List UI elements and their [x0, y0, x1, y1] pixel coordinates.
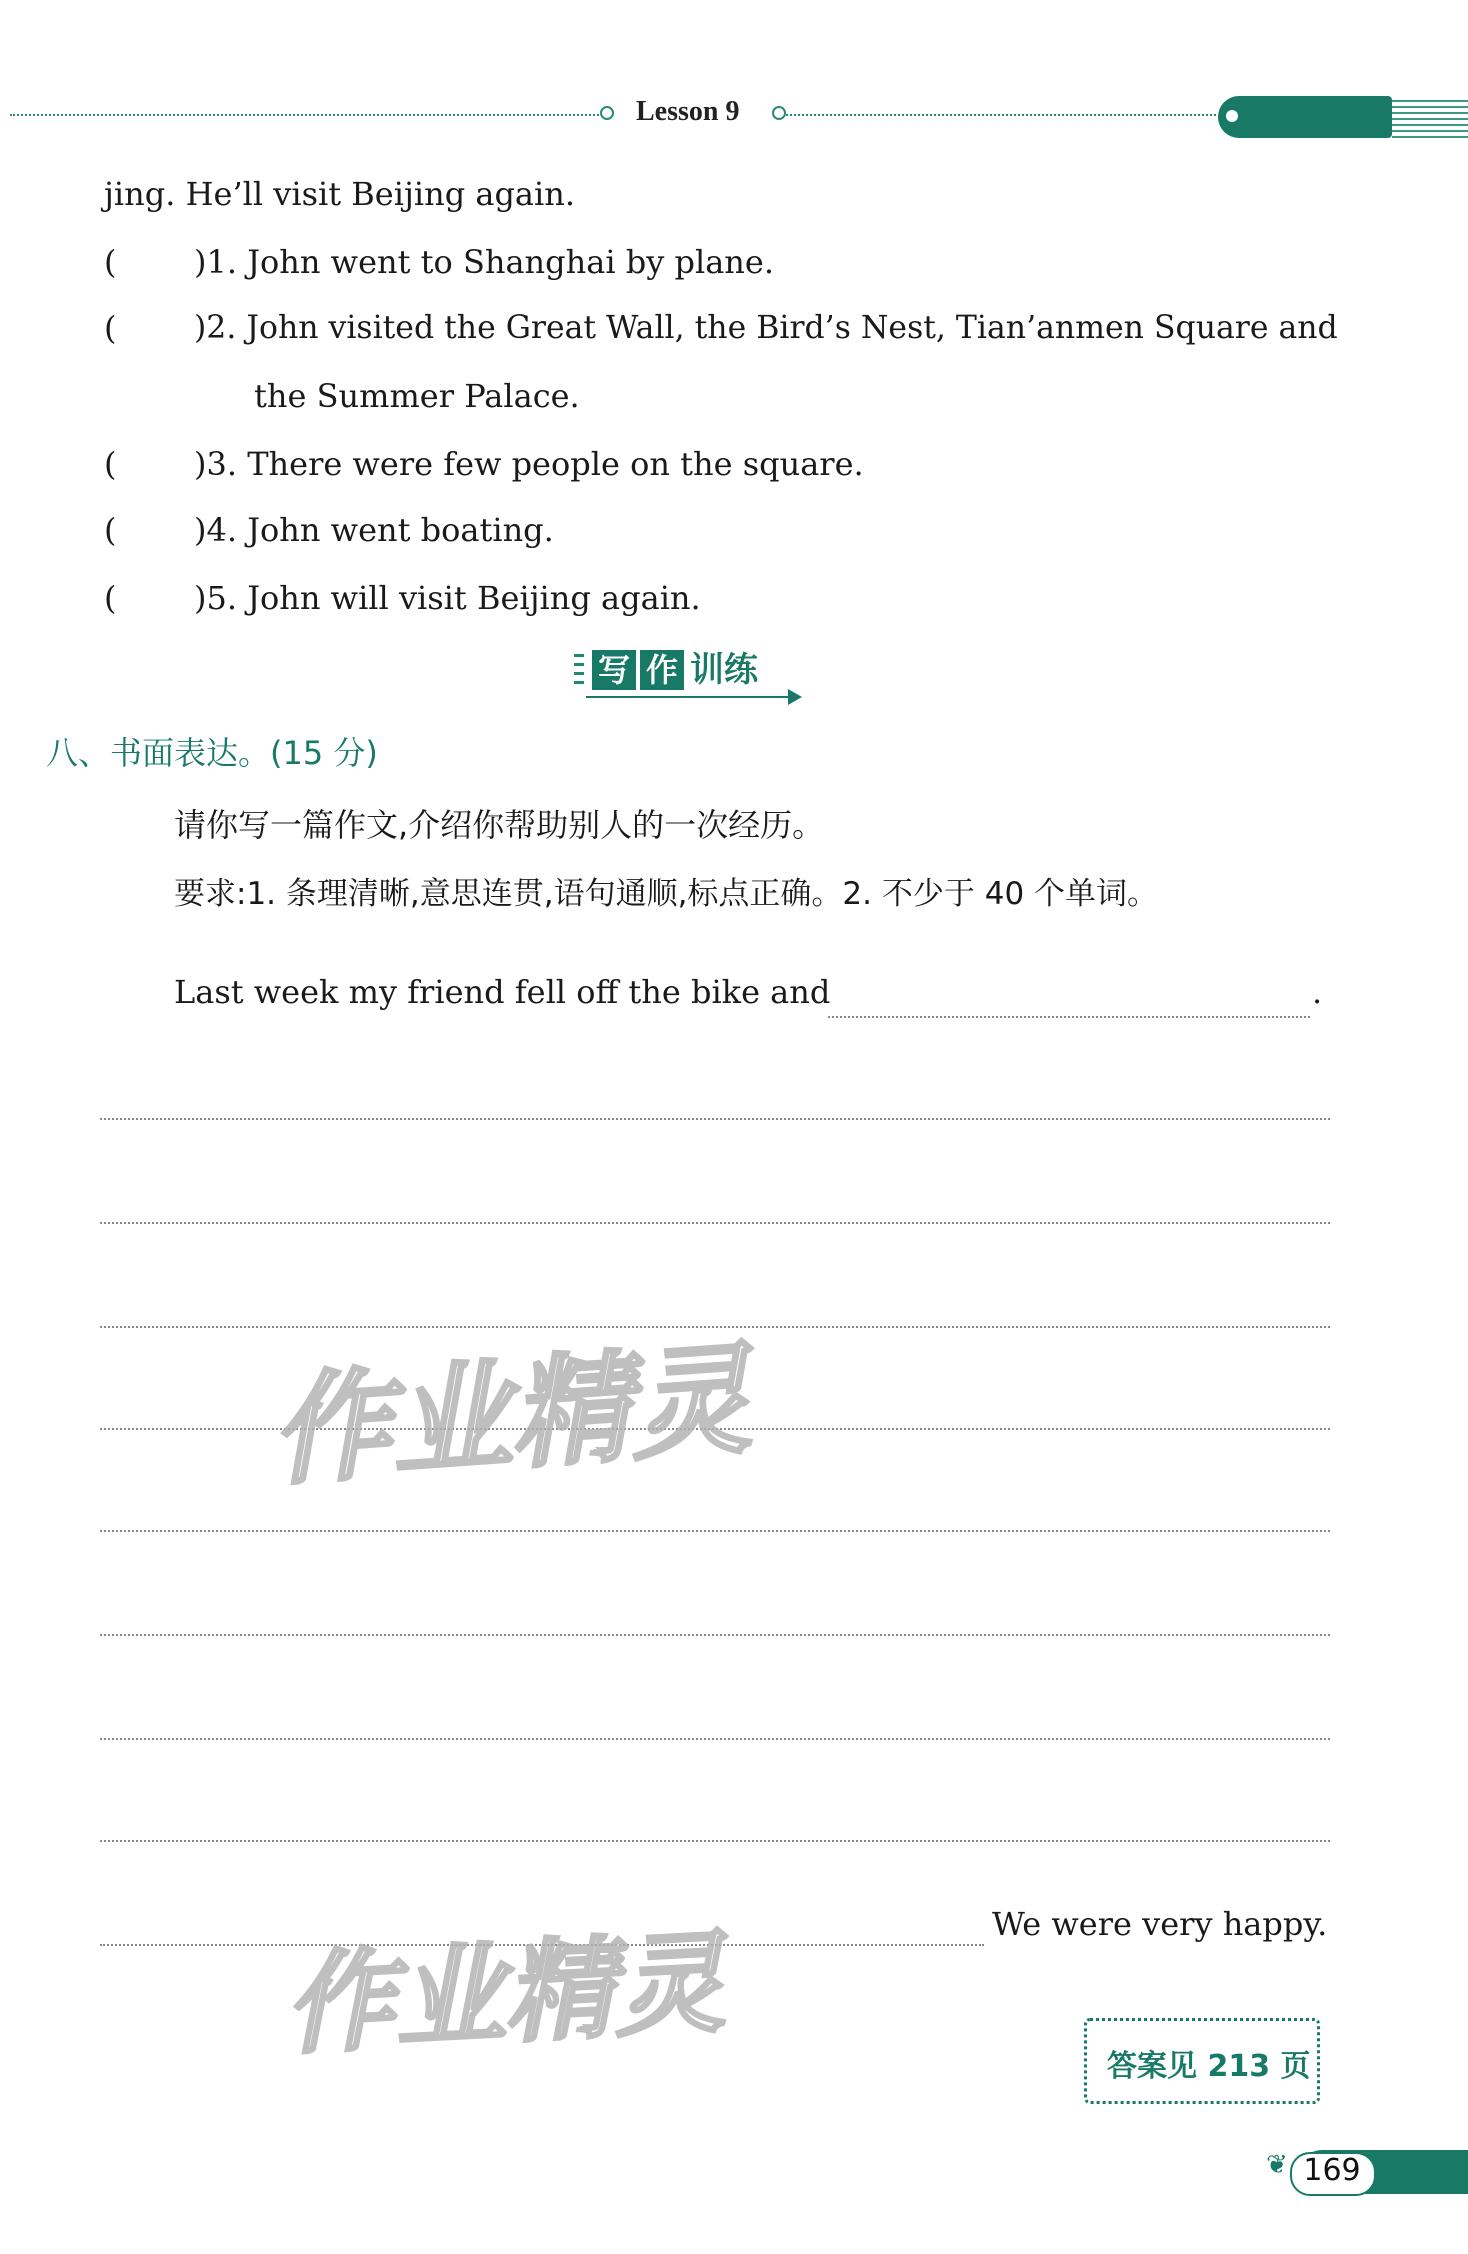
answer-paren-3[interactable]: (: [104, 445, 117, 483]
statement-3: )3. There were few people on the square.: [194, 445, 864, 483]
answer-paren-1[interactable]: (: [104, 243, 117, 281]
header-rule-left: [10, 114, 606, 116]
writing-line-2[interactable]: [100, 1222, 1330, 1224]
header-stripes: [1392, 100, 1468, 138]
page-number: 169: [1303, 2153, 1361, 2188]
writing-line-1[interactable]: [100, 1118, 1330, 1120]
answer-paren-2[interactable]: (: [104, 309, 117, 347]
starter-blank[interactable]: [828, 1016, 1310, 1018]
header-tab: [1218, 96, 1392, 138]
writing-line-8[interactable]: [100, 1840, 1330, 1842]
watermark-1: 作业精灵: [266, 1330, 755, 1503]
writing-starter: Last week my friend fell off the bike and: [174, 973, 831, 1011]
answer-paren-5[interactable]: (: [104, 579, 117, 617]
answer-reference: [1084, 2018, 1320, 2104]
header-rule-dot-left: [600, 106, 614, 120]
writing-ending: We were very happy.: [992, 1905, 1328, 1943]
writing-training-banner: [574, 646, 804, 706]
banner-char-1: 写: [592, 650, 636, 690]
banner-underline: [586, 696, 800, 698]
statement-5: )5. John will visit Beijing again.: [194, 579, 701, 617]
statement-1: )1. John went to Shanghai by plane.: [194, 243, 774, 281]
reading-continuation: jing. He’ll visit Beijing again.: [104, 175, 576, 213]
statement-2-cont: the Summer Palace.: [254, 377, 580, 415]
writing-line-7[interactable]: [100, 1738, 1330, 1740]
starter-period: .: [1312, 973, 1323, 1011]
header-rule-right: [786, 114, 1216, 116]
statement-2: )2. John visited the Great Wall, the Bird’s Nest, Tian’anmen Square and: [194, 310, 1338, 346]
arrow-right-icon: [788, 689, 802, 705]
answer-paren-4[interactable]: (: [104, 511, 117, 549]
banner-char-2: 作: [640, 650, 684, 690]
lesson-title: Lesson 9: [636, 96, 740, 127]
header-rule-dot-right: [772, 106, 786, 120]
watermark-2: 作业精灵: [281, 1918, 728, 2070]
writing-prompt: 请你写一篇作文,介绍你帮助别人的一次经历。: [174, 806, 825, 844]
statement-4: )4. John went boating.: [194, 511, 554, 549]
writing-line-5[interactable]: [100, 1530, 1330, 1532]
writing-line-6[interactable]: [100, 1634, 1330, 1636]
section-title: 八、书面表达。(15 分): [46, 734, 378, 772]
writing-requirements: 要求:1. 条理清晰,意思连贯,语句通顺,标点正确。2. 不少于 40 个单词。: [174, 876, 1159, 912]
leaf-icon: ❦: [1266, 2150, 1288, 2180]
header-tab-dot: [1226, 110, 1238, 122]
answer-reference-text: 答案见 213 页: [1107, 2049, 1311, 2084]
banner-stripes: [574, 654, 584, 690]
banner-rest: 训练: [690, 650, 758, 690]
